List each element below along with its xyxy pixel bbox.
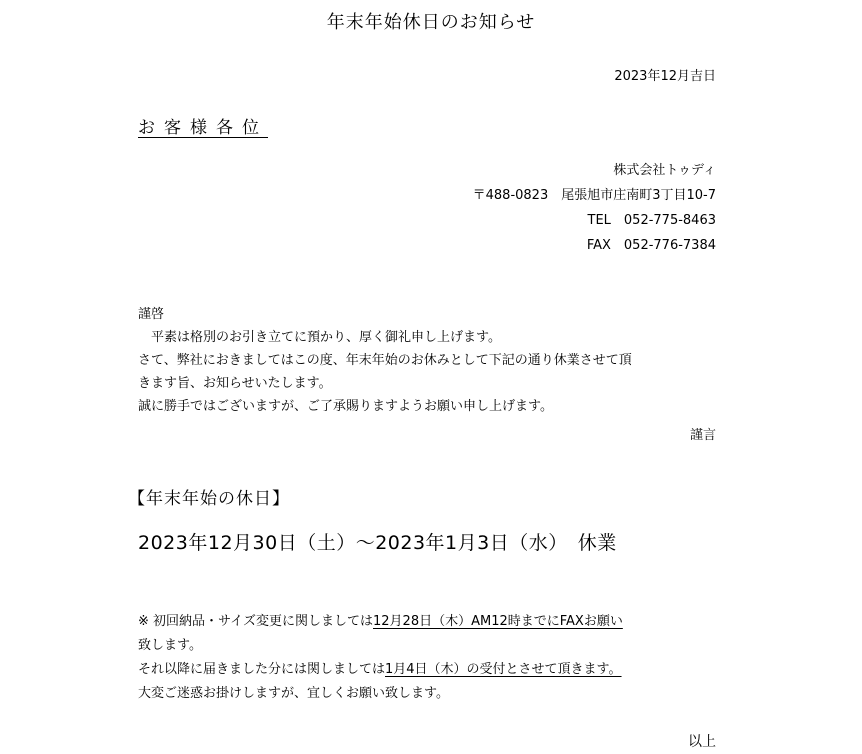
ending: 以上: [688, 734, 716, 750]
notes: [138, 610, 623, 706]
company-name: 株式会社トゥディ: [613, 163, 716, 178]
holiday-period: 2023年12月30日（土）～2023年1月3日（水） 休業: [138, 532, 617, 554]
letter-body: [138, 303, 718, 418]
body-line: さて、弊社におきましてはこの度、年末年始のお休みとして下記の通り休業させて頂: [138, 353, 632, 368]
note-deadline: 12月28日（木）AM12時までにFAXお願い: [373, 614, 623, 629]
document-title: 年末年始休日のお知らせ: [326, 12, 536, 33]
company-info: [473, 158, 716, 258]
greeting: 謹啓: [138, 307, 165, 322]
body-line: 平素は格別のお引き立てに預かり、厚く御礼申し上げます。: [138, 330, 501, 345]
company-address: 〒488-0823 尾張旭市庄南町3丁目10-7: [472, 188, 716, 203]
holiday-heading: 【年末年始の休日】: [128, 489, 290, 509]
body-line: きます旨、お知らせいたします。: [138, 376, 332, 391]
company-fax: FAX 052-776-7384: [586, 238, 716, 253]
addressee: お客様各位: [138, 118, 268, 138]
note-text: ※ 初回納品・サイズ変更に関しましては: [138, 614, 373, 629]
note-text: それ以降に届きました分には関しましては: [138, 662, 386, 677]
document-date: 2023年12月吉日: [614, 69, 716, 84]
company-tel: TEL 052-775-8463: [587, 213, 716, 228]
note-line-2: 致します。: [138, 638, 202, 653]
note-line-4: 大変ご迷惑お掛けしますが、宜しくお願い致します。: [138, 686, 449, 701]
note-reception-date: 1月4日（木）の受付とさせて頂きます。: [385, 662, 622, 677]
note-line-1: [138, 610, 623, 634]
note-line-3: [138, 658, 623, 682]
closing: 謹言: [689, 428, 716, 443]
body-line: 誠に勝手ではございますが、ご了承賜りますようお願い申し上げます。: [138, 399, 553, 414]
